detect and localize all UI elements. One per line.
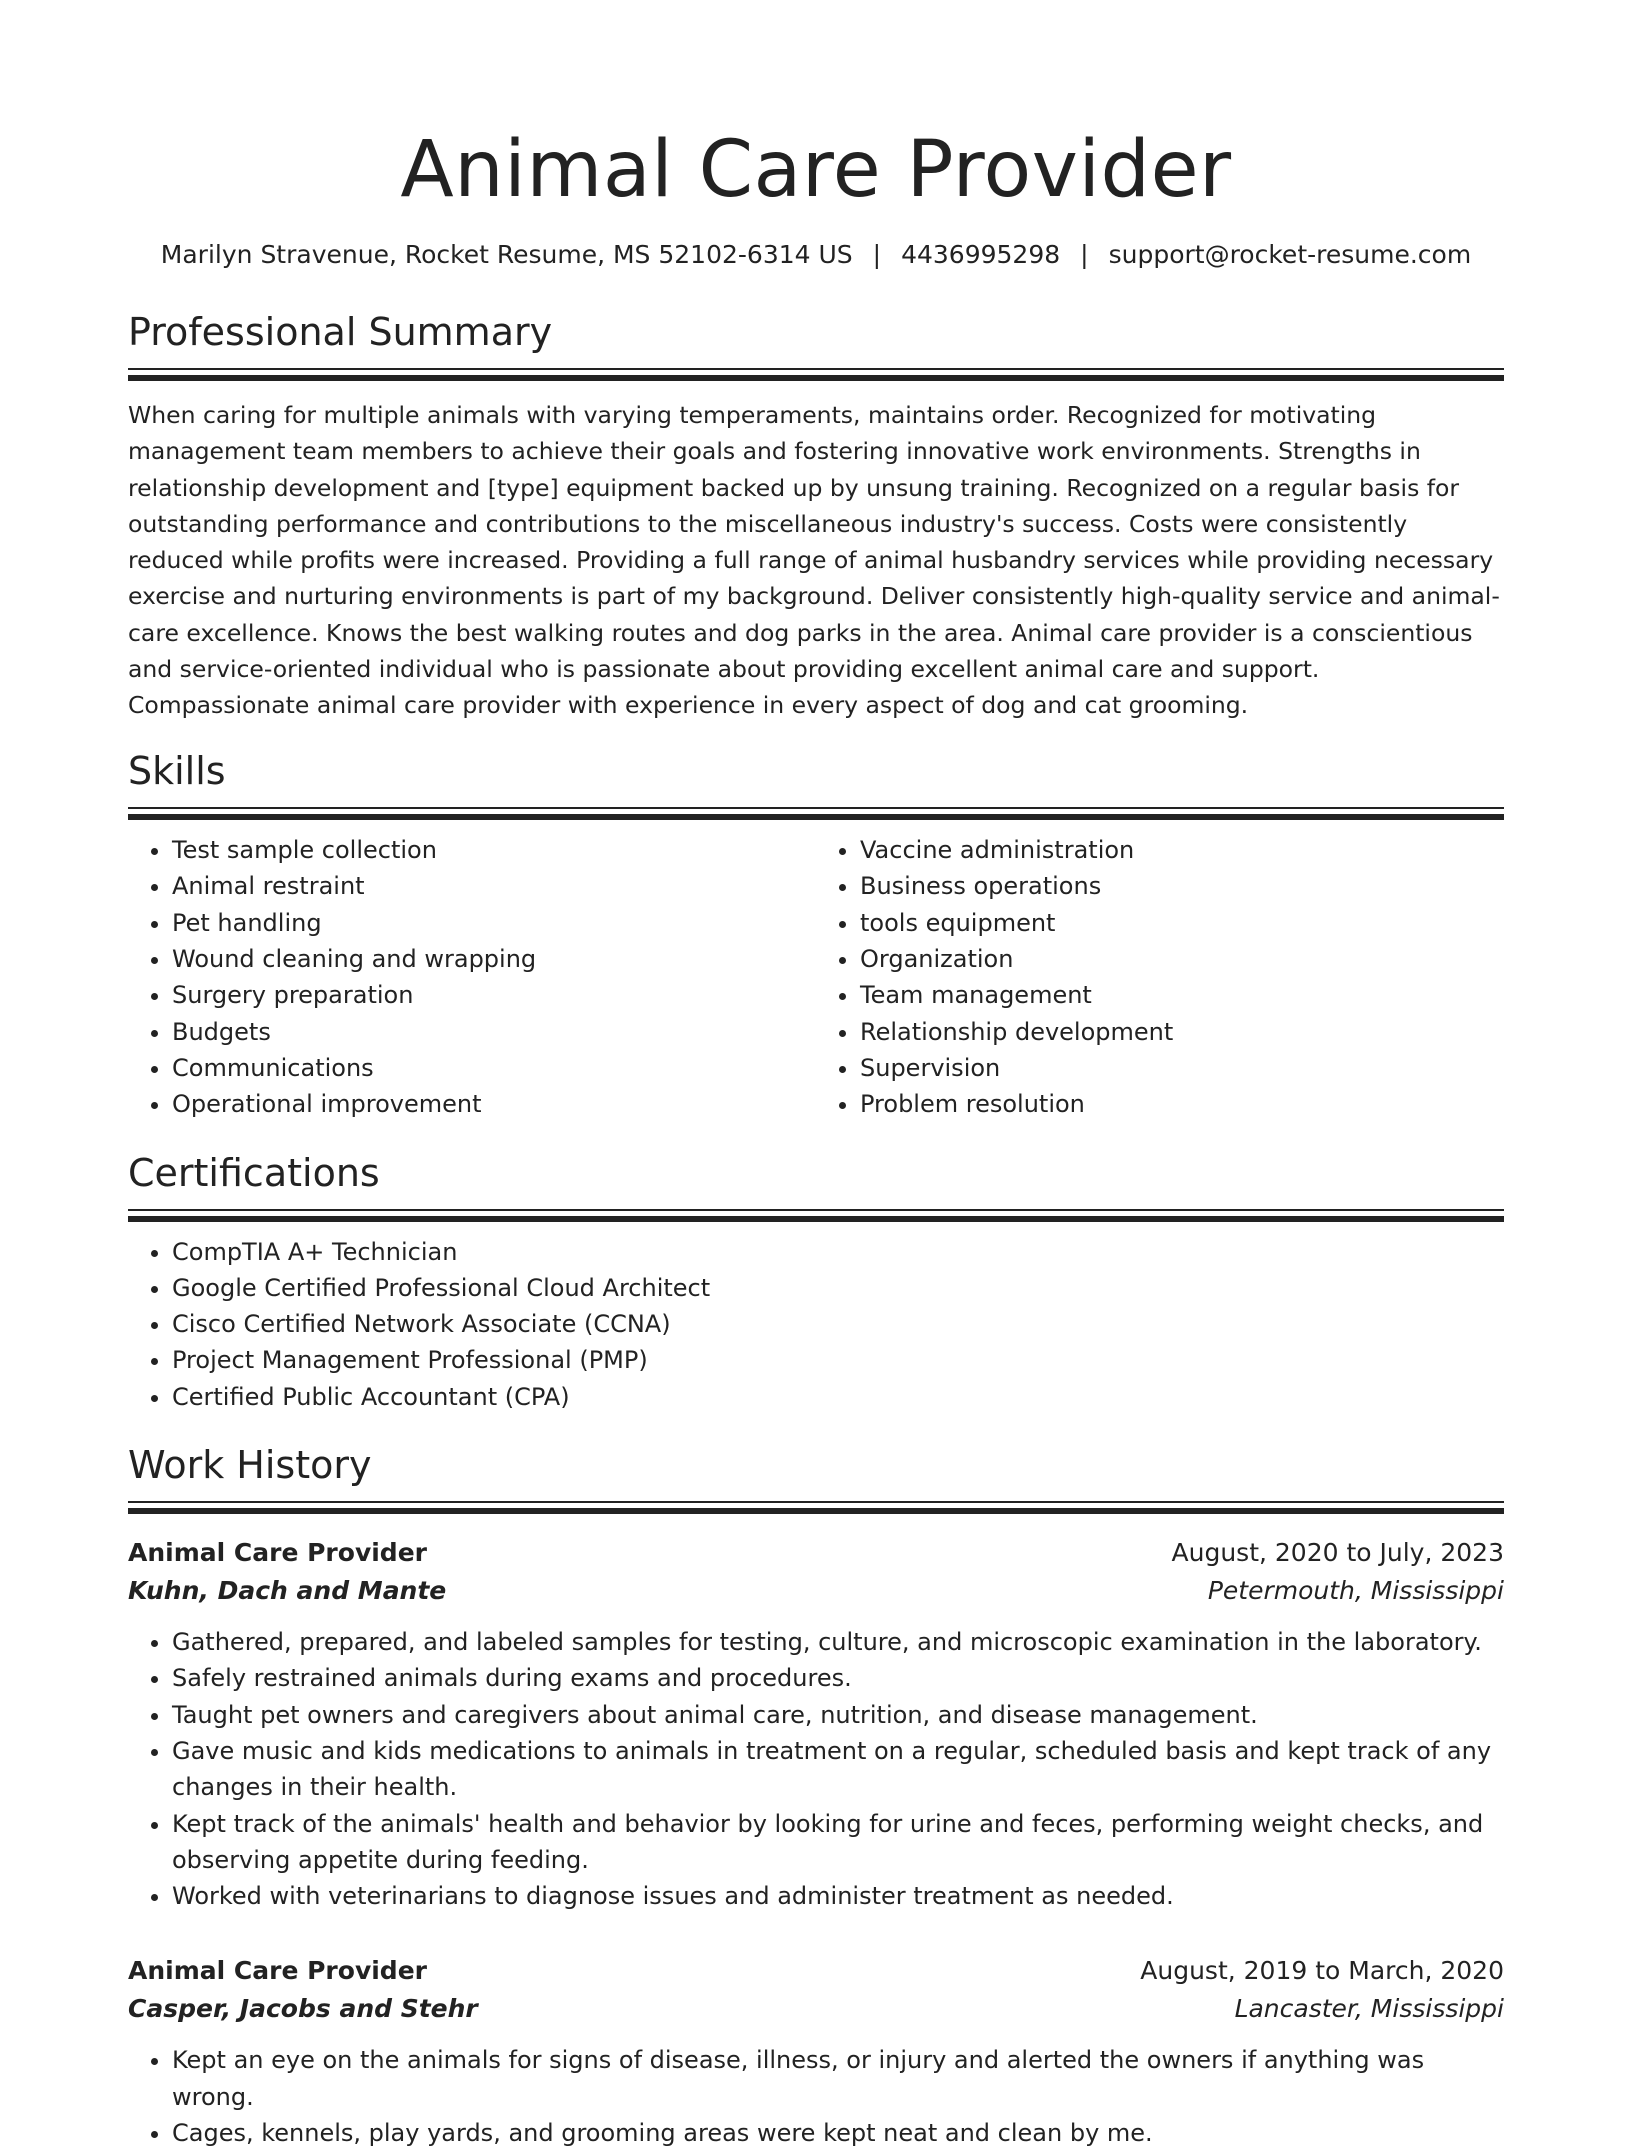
job-entry (128, 1952, 1504, 2151)
skill-item: • Operational improvement (172, 1086, 816, 1122)
section-divider-thick (128, 1508, 1504, 1514)
job-duty-item: • Cages, kennels, play yards, and grooming areas were kept neat and clean by me. (172, 2115, 1504, 2151)
certification-item: • CompTIA A+ Technician (172, 1234, 1504, 1270)
job-dates: August, 2020 to July, 2023 (1171, 1538, 1504, 1568)
section-divider-thin (128, 368, 1504, 370)
job-duties-list (128, 1624, 1504, 1914)
job-location: Lancaster, Mississippi (1234, 1994, 1504, 2024)
skill-item: • Business operations (860, 868, 1504, 904)
job-subheader-row (128, 1572, 1504, 1610)
job-subheader-row (128, 1990, 1504, 2028)
job-header-row (128, 1534, 1504, 1572)
contact-address: Marilyn Stravenue, Rocket Resume, MS 52102-6314 US (160, 240, 853, 269)
skills-section (128, 747, 1504, 1122)
job-duty-item: • Safely restrained animals during exams and procedures. (172, 1660, 1504, 1696)
certification-item: • Certified Public Accountant (CPA) (172, 1379, 1504, 1415)
job-duties-list (128, 2042, 1504, 2151)
skill-item: • Relationship development (860, 1014, 1504, 1050)
job-title: Animal Care Provider (128, 1956, 427, 1986)
section-heading-summary: Professional Summary (128, 310, 553, 354)
job-dates: August, 2019 to March, 2020 (1140, 1956, 1504, 1986)
section-heading-work-history: Work History (128, 1443, 372, 1488)
job-duty-item: • Gathered, prepared, and labeled samples for testing, culture, and microscopic examination in the laboratory. (172, 1624, 1504, 1660)
job-duty-item: • Taught pet owners and caregivers about animal care, nutrition, and disease management. (172, 1697, 1504, 1733)
skill-item: • Team management (860, 977, 1504, 1013)
skills-list-right (816, 832, 1504, 1122)
job-header-row (128, 1952, 1504, 1990)
resume-content (128, 120, 1504, 2151)
certifications-section (128, 1149, 1504, 1415)
skill-item: • Surgery preparation (172, 977, 816, 1013)
job-duty-item: • Worked with veterinarians to diagnose issues and administer treatment as needed. (172, 1878, 1504, 1914)
skill-item: • Problem resolution (860, 1086, 1504, 1122)
contact-separator: | (1080, 240, 1089, 269)
section-heading-skills: Skills (128, 749, 226, 794)
contact-phone: 4436995298 (901, 240, 1061, 269)
job-duty-item: • Kept an eye on the animals for signs of disease, illness, or injury and alerted the owners if anything was wrong. (172, 2042, 1504, 2115)
contact-line (128, 238, 1504, 272)
section-divider-thick (128, 1216, 1504, 1222)
skills-list-left (128, 832, 816, 1122)
job-title: Animal Care Provider (128, 1538, 427, 1568)
summary-text: When caring for multiple animals with varying temperaments, maintains order. Recognized for motivating management team members to achieve their goals and fostering innovative work environments. Strengths in relationship development and [type] equipment backed up by unsung training. Recognized on a regular basis for outstanding performance and contributions to the miscellaneous industry's success. Costs were consistently reduced while profits were increased. Providing a full range of animal husbandry services while providing necessary exercise and nurturing environments is part of my background. Deliver consistently high-quality service and animal-care excellence. Knows the best walking routes and dog parks in the area. Animal care provider is a conscientious and service-oriented individual who is passionate about providing excellent animal care and support. Compassionate animal care provider with experience in every aspect of dog and cat grooming. (128, 401, 1500, 720)
page-title: Animal Care Provider (400, 125, 1232, 215)
certification-item: • Google Certified Professional Cloud Architect (172, 1270, 1504, 1306)
certification-item: • Cisco Certified Network Associate (CCNA) (172, 1306, 1504, 1342)
skill-item: • tools equipment (860, 905, 1504, 941)
job-company: Kuhn, Dach and Mante (128, 1576, 447, 1606)
skill-item: • Animal restraint (172, 868, 816, 904)
contact-separator: | (872, 240, 882, 269)
job-duty-item: • Kept track of the animals' health and behavior by looking for urine and feces, performing weight checks, and observing appetite during feeding. (172, 1806, 1504, 1879)
skill-item: • Test sample collection (172, 832, 816, 868)
section-divider-thin (128, 1501, 1504, 1503)
contact-email: support@rocket-resume.com (1108, 240, 1472, 269)
skill-item: • Budgets (172, 1014, 816, 1050)
skill-item: • Wound cleaning and wrapping (172, 941, 816, 977)
work-history-section (128, 1441, 1504, 2151)
section-divider-thin (128, 1209, 1504, 1211)
summary-section (128, 308, 1504, 724)
section-divider-thin (128, 807, 1504, 809)
job-entry (128, 1534, 1504, 1914)
skill-item: • Organization (860, 941, 1504, 977)
skill-item: • Pet handling (172, 905, 816, 941)
certification-item: • Project Management Professional (PMP) (172, 1342, 1504, 1378)
skill-item: • Supervision (860, 1050, 1504, 1086)
job-company: Casper, Jacobs and Stehr (128, 1994, 478, 2024)
section-heading-certifications: Certifications (128, 1150, 380, 1195)
skill-item: • Communications (172, 1050, 816, 1086)
job-location: Petermouth, Mississippi (1207, 1576, 1504, 1606)
certifications-list (128, 1234, 1504, 1415)
section-divider-thick (128, 375, 1504, 381)
skill-item: • Vaccine administration (860, 832, 1504, 868)
job-duty-item: • Gave music and kids medications to animals in treatment on a regular, scheduled basis and kept track of any changes in their health. (172, 1733, 1504, 1806)
skills-grid (128, 820, 1504, 1122)
